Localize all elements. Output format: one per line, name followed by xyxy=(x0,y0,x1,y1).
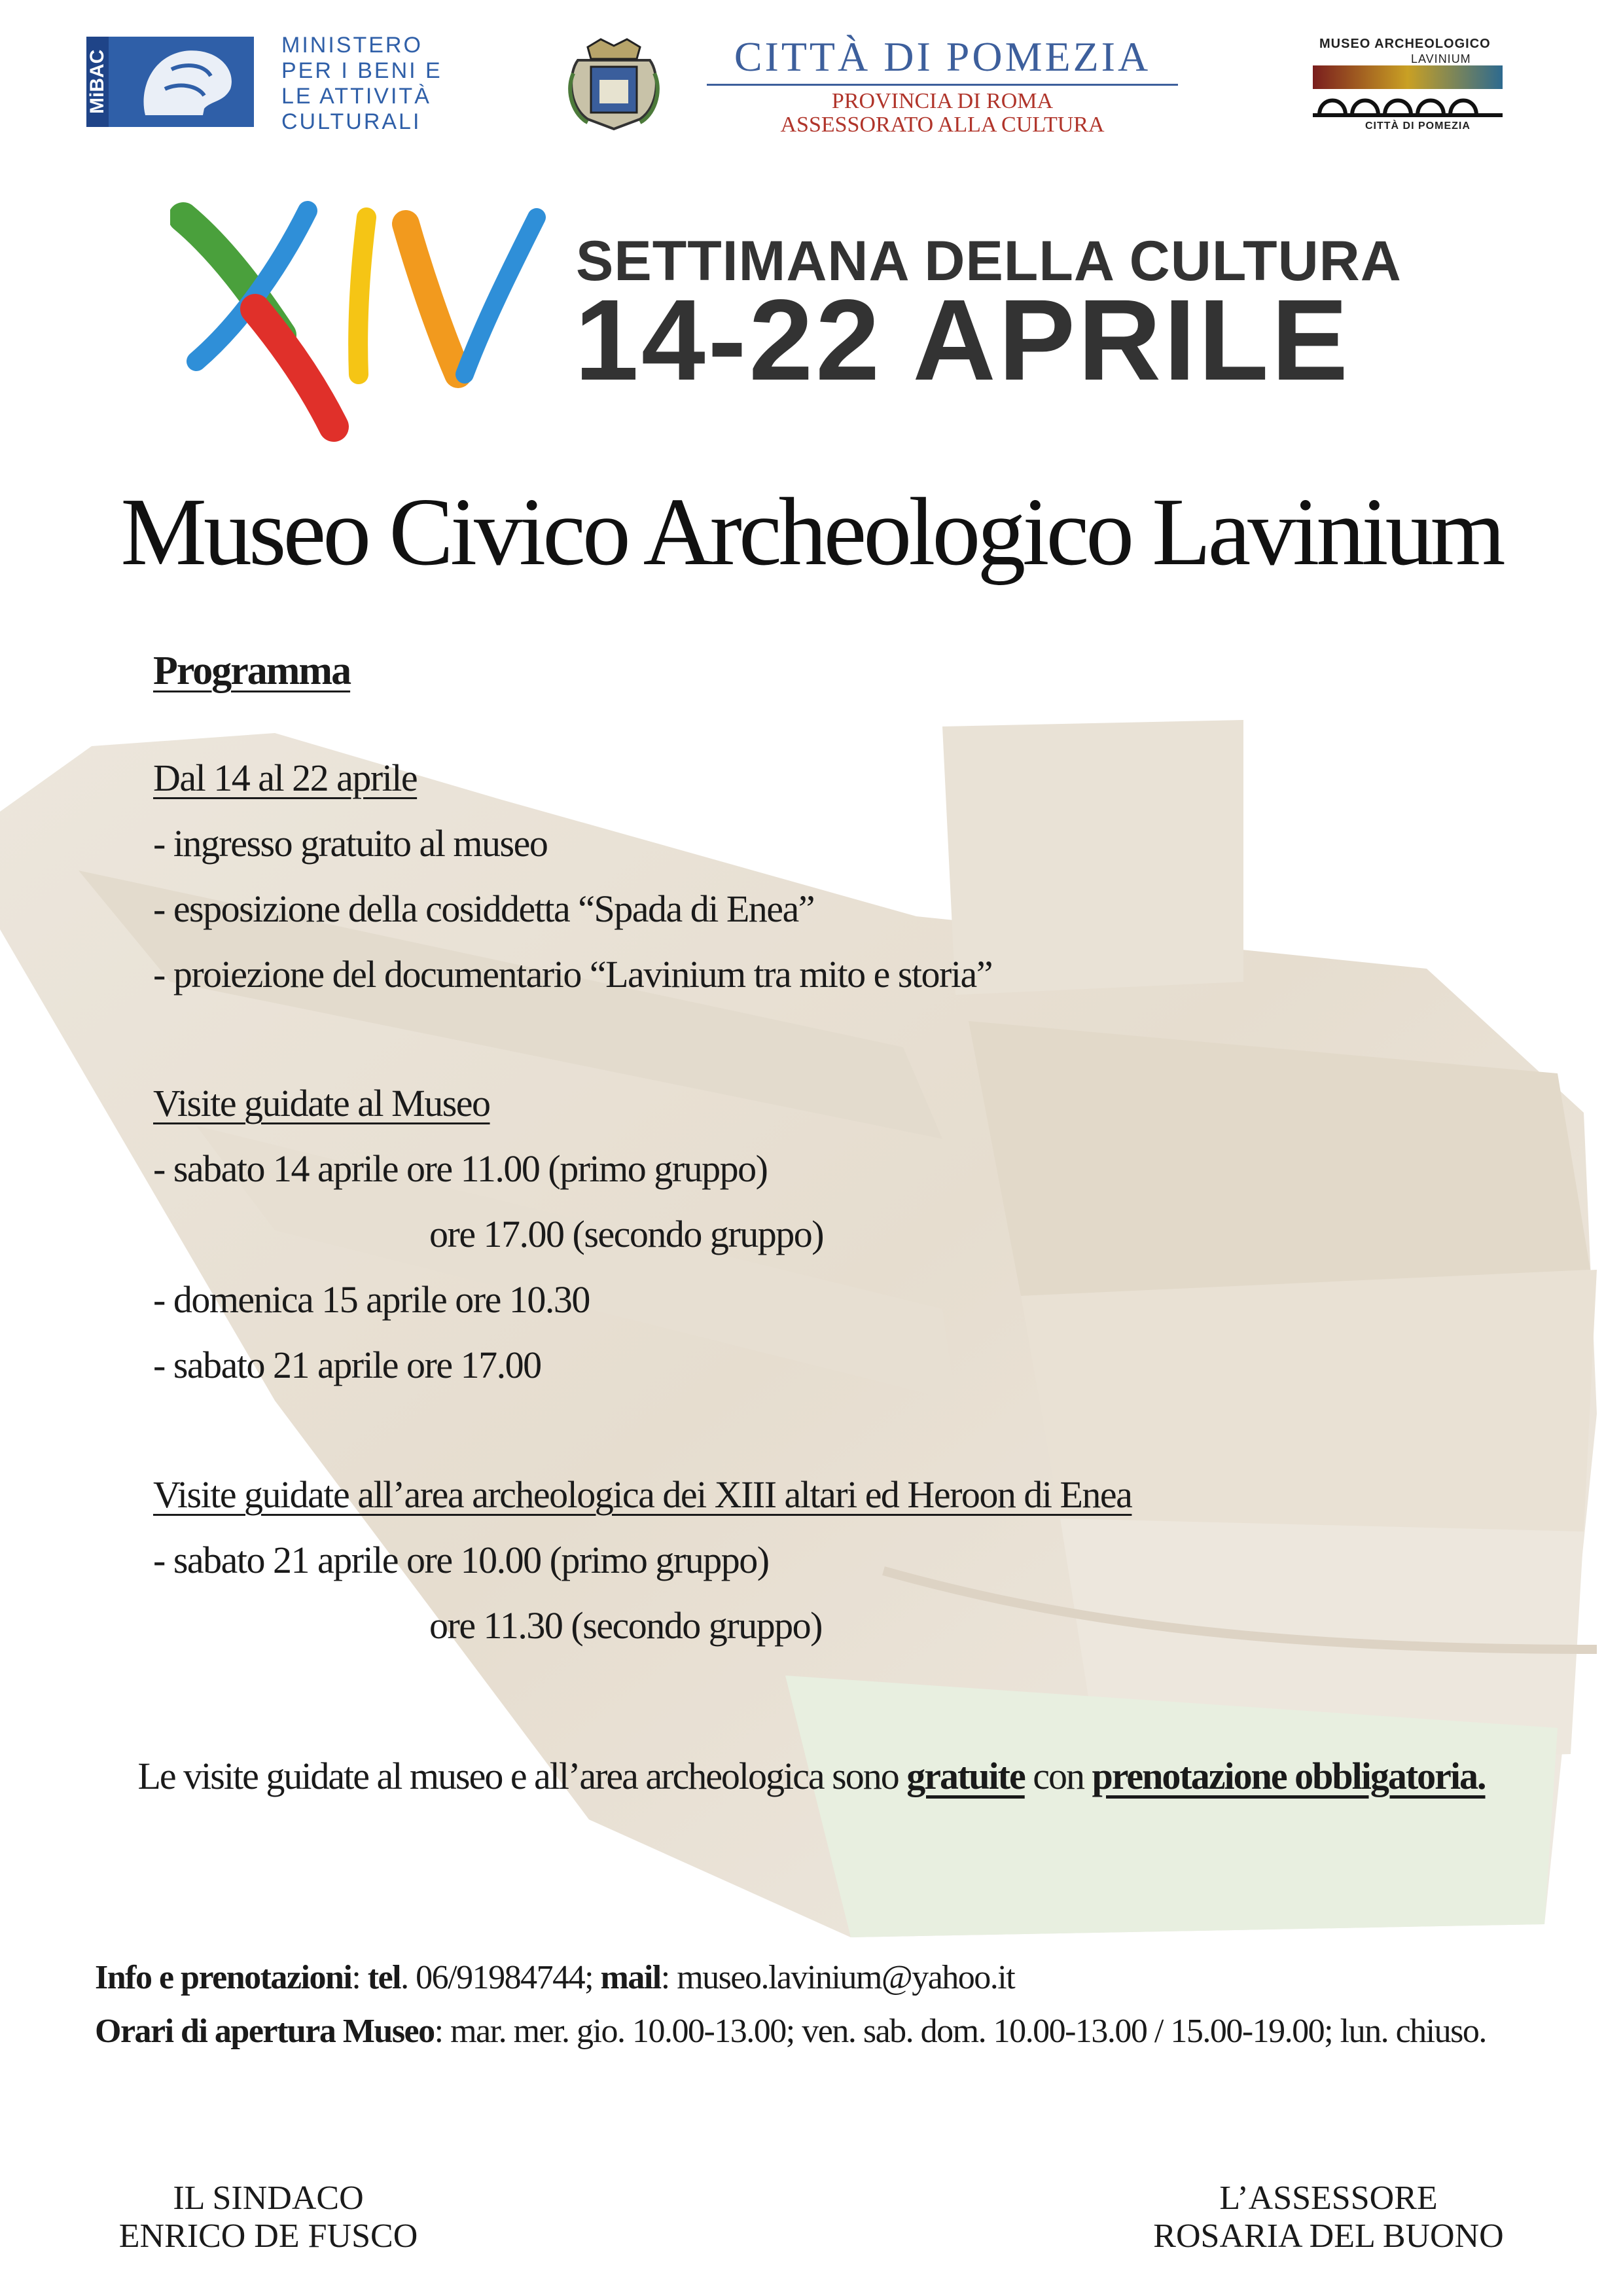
info-label: Info e prenotazioni xyxy=(95,1959,352,1996)
section-heading: Visite guidate all’area archeologica dei XIII altari ed Heroon di Enea xyxy=(153,1473,1132,1516)
tel-label: tel xyxy=(367,1959,401,1996)
programme-item: - sabato 21 aprile ore 17.00 xyxy=(153,1344,541,1386)
booking-note-with: con xyxy=(1024,1755,1092,1797)
opening-hours xyxy=(95,2012,1486,2051)
city-name: CITTÀ DI POMEZIA xyxy=(707,33,1178,86)
mibac-logo xyxy=(86,37,254,127)
culture-office: ASSESSORATO ALLA CULTURA xyxy=(780,113,1105,137)
hours-value: : mar. mer. gio. 10.00-13.00; ven. sab. dom. 10.00-13.00 / 15.00-19.00; lun. chiuso. xyxy=(434,2013,1486,2050)
arches-icon xyxy=(1313,89,1503,119)
signature-role: IL SINDACO xyxy=(173,2179,364,2217)
section-heading: Dal 14 al 22 aprile xyxy=(153,757,418,799)
page-title: Museo Civico Archeologico Lavinium xyxy=(120,478,1503,586)
programme-item: ore 17.00 (secondo gruppo) xyxy=(429,1213,824,1255)
mail-label: mail xyxy=(600,1959,661,1996)
signature-name: ROSARIA DEL BUONO xyxy=(1153,2217,1504,2255)
ministry-line: MINISTERO xyxy=(281,33,423,58)
city-of-pomezia-heading xyxy=(707,33,1178,137)
mayor-signature xyxy=(39,2179,497,2255)
museum-logo-line1: MUSEO ARCHEOLOGICO xyxy=(1319,37,1491,51)
city-crest-icon xyxy=(562,34,666,132)
mibac-tag: MiBAC xyxy=(86,37,109,127)
programme-item: - domenica 15 aprile ore 10.30 xyxy=(153,1278,590,1321)
programme-heading: Programma xyxy=(153,649,351,693)
programme-item: - ingresso gratuito al museo xyxy=(153,822,548,865)
xiv-brush-numeral xyxy=(170,178,576,453)
ministry-name xyxy=(281,33,471,135)
councillor-signature xyxy=(1099,2179,1558,2255)
museum-logo-line2: LAVINIUM xyxy=(1411,52,1471,65)
ministry-line: PER I BENI E xyxy=(281,58,442,83)
programme-item: - sabato 21 aprile ore 10.00 (primo gruppo) xyxy=(153,1539,769,1581)
booking-note xyxy=(0,1754,1623,1798)
programme-item: - proiezione del documentario “Lavinium tra mito e storia” xyxy=(153,953,992,996)
booking-required-highlight: prenotazione obbligatoria. xyxy=(1092,1755,1486,1797)
booking-note-text: Le visite guidate al museo e all’area archeologica sono xyxy=(137,1755,907,1797)
logo-color-band xyxy=(1313,65,1503,89)
province-name: PROVINCIA DI ROMA xyxy=(831,89,1054,113)
museum-logo-line3: CITTÀ DI POMEZIA xyxy=(1365,120,1471,132)
hours-label: Orari di apertura Museo xyxy=(95,2013,435,2050)
signature-role: L’ASSESSORE xyxy=(1219,2179,1438,2217)
phone-number: . 06/91984744; xyxy=(401,1959,594,1996)
info-line: Info e prenotazioni: tel. 06/91984744; mail: museo.lavinium@yahoo.it xyxy=(95,1959,1015,1996)
programme-item: ore 11.30 (secondo gruppo) xyxy=(429,1604,822,1647)
event-dates: 14-22 APRILE xyxy=(575,276,1351,404)
ministry-line: LE ATTIVITÀ xyxy=(281,84,431,109)
ministry-line: CULTURALI xyxy=(281,109,421,134)
free-highlight: gratuite xyxy=(906,1755,1025,1797)
section-heading: Visite guidate al Museo xyxy=(153,1082,490,1124)
museum-logo xyxy=(1306,37,1509,135)
event-name: SETTIMANA DELLA CULTURA xyxy=(576,230,1402,293)
programme-item: - esposizione della cosiddetta “Spada di Enea” xyxy=(153,888,815,930)
email-address[interactable]: : museo.lavinium@yahoo.it xyxy=(660,1959,1015,1996)
programme-item: - sabato 14 aprile ore 11.00 (primo gruppo) xyxy=(153,1147,768,1190)
profile-head-icon xyxy=(126,43,243,120)
signature-name: ENRICO DE FUSCO xyxy=(118,2217,418,2255)
